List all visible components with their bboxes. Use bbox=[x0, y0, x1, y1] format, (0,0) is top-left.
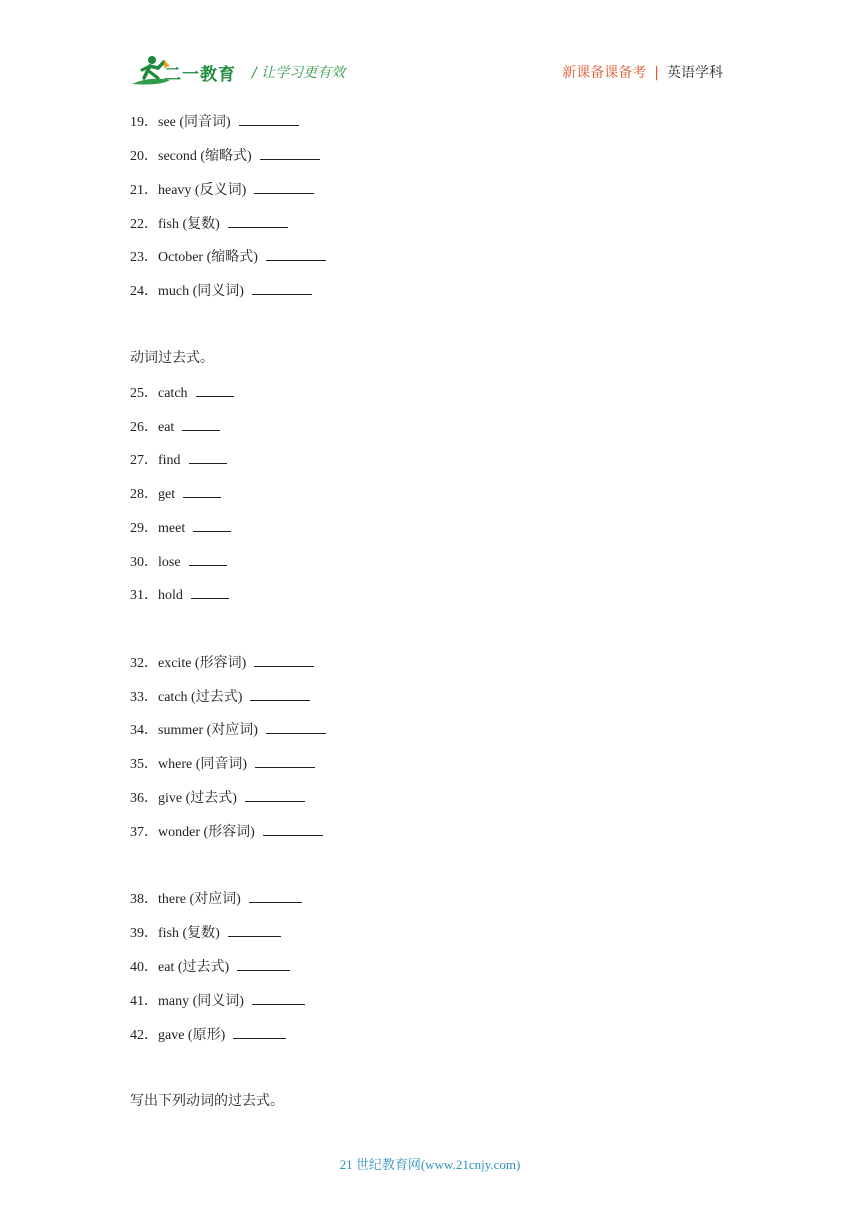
section-heading: 写出下列动词的过去式。 bbox=[130, 1094, 284, 1109]
question-number: 38． bbox=[130, 892, 158, 907]
question-text: get bbox=[158, 487, 176, 502]
question-number: 39． bbox=[130, 926, 158, 941]
header-separator: | bbox=[654, 65, 659, 81]
question-number: 19． bbox=[130, 115, 158, 130]
question-number: 36． bbox=[130, 791, 158, 806]
answer-blank[interactable] bbox=[239, 113, 299, 126]
question-item bbox=[130, 1026, 286, 1045]
section-heading: 动词过去式。 bbox=[130, 351, 214, 366]
question-item bbox=[130, 721, 326, 740]
question-text: eat bbox=[158, 420, 175, 435]
question-item bbox=[130, 248, 326, 267]
question-number: 41． bbox=[130, 994, 158, 1009]
question-number: 32． bbox=[130, 656, 158, 671]
page-footer: 21 世纪教育网(www.21cnjy.com) bbox=[339, 1157, 521, 1172]
question-text: fish (复数) bbox=[158, 926, 220, 941]
question-item bbox=[130, 113, 299, 132]
question-item bbox=[130, 553, 227, 572]
question-item bbox=[130, 215, 288, 234]
question-text: where (同音词) bbox=[158, 757, 248, 772]
question-text: there (对应词) bbox=[158, 892, 241, 907]
question-item bbox=[130, 519, 231, 538]
question-text: many (同义词) bbox=[158, 994, 244, 1009]
question-text: eat (过去式) bbox=[158, 960, 230, 975]
answer-blank[interactable] bbox=[249, 890, 302, 903]
answer-blank[interactable] bbox=[191, 586, 229, 599]
page-header bbox=[0, 0, 860, 100]
question-item bbox=[130, 992, 305, 1011]
question-number: 31． bbox=[130, 588, 158, 603]
question-item bbox=[130, 147, 320, 166]
question-number: 21． bbox=[130, 183, 158, 198]
question-number: 40． bbox=[130, 960, 158, 975]
course-label: 新课备课备考 bbox=[562, 65, 647, 81]
question-item bbox=[130, 451, 227, 470]
question-item bbox=[130, 688, 310, 707]
question-item bbox=[130, 823, 323, 842]
question-number: 30． bbox=[130, 555, 158, 570]
question-text: catch (过去式) bbox=[158, 690, 243, 705]
answer-blank[interactable] bbox=[254, 654, 314, 667]
question-number: 25． bbox=[130, 386, 158, 401]
question-item bbox=[130, 485, 221, 504]
answer-blank[interactable] bbox=[245, 789, 305, 802]
question-item bbox=[130, 418, 220, 437]
answer-blank[interactable] bbox=[193, 519, 231, 532]
question-text: second (缩略式) bbox=[158, 149, 252, 164]
answer-blank[interactable] bbox=[254, 181, 314, 194]
question-text: wonder (形容词) bbox=[158, 825, 255, 840]
answer-blank[interactable] bbox=[266, 248, 326, 261]
question-text: lose bbox=[158, 555, 181, 570]
answer-blank[interactable] bbox=[252, 282, 312, 295]
answer-blank[interactable] bbox=[183, 485, 221, 498]
question-number: 29． bbox=[130, 521, 158, 536]
question-text: hold bbox=[158, 588, 183, 603]
question-item bbox=[130, 384, 234, 403]
answer-blank[interactable] bbox=[237, 958, 290, 971]
question-number: 27． bbox=[130, 453, 158, 468]
slogan: / 让学习更有效 bbox=[252, 65, 346, 81]
question-number: 28． bbox=[130, 487, 158, 502]
answer-blank[interactable] bbox=[263, 823, 323, 836]
answer-blank[interactable] bbox=[266, 721, 326, 734]
question-item bbox=[130, 789, 305, 808]
question-text: meet bbox=[158, 521, 186, 536]
answer-blank[interactable] bbox=[189, 451, 227, 464]
answer-blank[interactable] bbox=[233, 1026, 286, 1039]
question-text: find bbox=[158, 453, 181, 468]
question-text: catch bbox=[158, 386, 188, 401]
question-text: see (同音词) bbox=[158, 115, 231, 130]
question-item bbox=[130, 924, 281, 943]
subject-label: 英语学科 bbox=[667, 65, 723, 81]
question-number: 26． bbox=[130, 420, 158, 435]
question-text: gave (原形) bbox=[158, 1028, 226, 1043]
question-number: 24． bbox=[130, 284, 158, 299]
question-item bbox=[130, 181, 314, 200]
question-text: summer (对应词) bbox=[158, 723, 258, 738]
question-item bbox=[130, 958, 290, 977]
question-item bbox=[130, 282, 312, 301]
question-text: heavy (反义词) bbox=[158, 183, 247, 198]
question-number: 35． bbox=[130, 757, 158, 772]
question-text: excite (形容词) bbox=[158, 656, 247, 671]
question-text: October (缩略式) bbox=[158, 250, 258, 265]
question-number: 22． bbox=[130, 217, 158, 232]
question-number: 37． bbox=[130, 825, 158, 840]
question-text: give (过去式) bbox=[158, 791, 237, 806]
question-item bbox=[130, 586, 229, 605]
answer-blank[interactable] bbox=[252, 992, 305, 1005]
answer-blank[interactable] bbox=[196, 384, 234, 397]
question-item bbox=[130, 755, 315, 774]
question-number: 34． bbox=[130, 723, 158, 738]
answer-blank[interactable] bbox=[182, 418, 220, 431]
logo-text: 二一教育 bbox=[164, 65, 236, 85]
question-number: 33． bbox=[130, 690, 158, 705]
answer-blank[interactable] bbox=[255, 755, 315, 768]
question-text: much (同义词) bbox=[158, 284, 244, 299]
question-text: fish (复数) bbox=[158, 217, 220, 232]
question-item bbox=[130, 890, 302, 909]
answer-blank[interactable] bbox=[189, 553, 227, 566]
answer-blank[interactable] bbox=[260, 147, 320, 160]
question-item bbox=[130, 654, 314, 673]
question-number: 23． bbox=[130, 250, 158, 265]
answer-blank[interactable] bbox=[250, 688, 310, 701]
answer-blank[interactable] bbox=[228, 924, 281, 937]
header-right bbox=[562, 62, 723, 82]
question-number: 42． bbox=[130, 1028, 158, 1043]
answer-blank[interactable] bbox=[228, 215, 288, 228]
question-number: 20． bbox=[130, 149, 158, 164]
